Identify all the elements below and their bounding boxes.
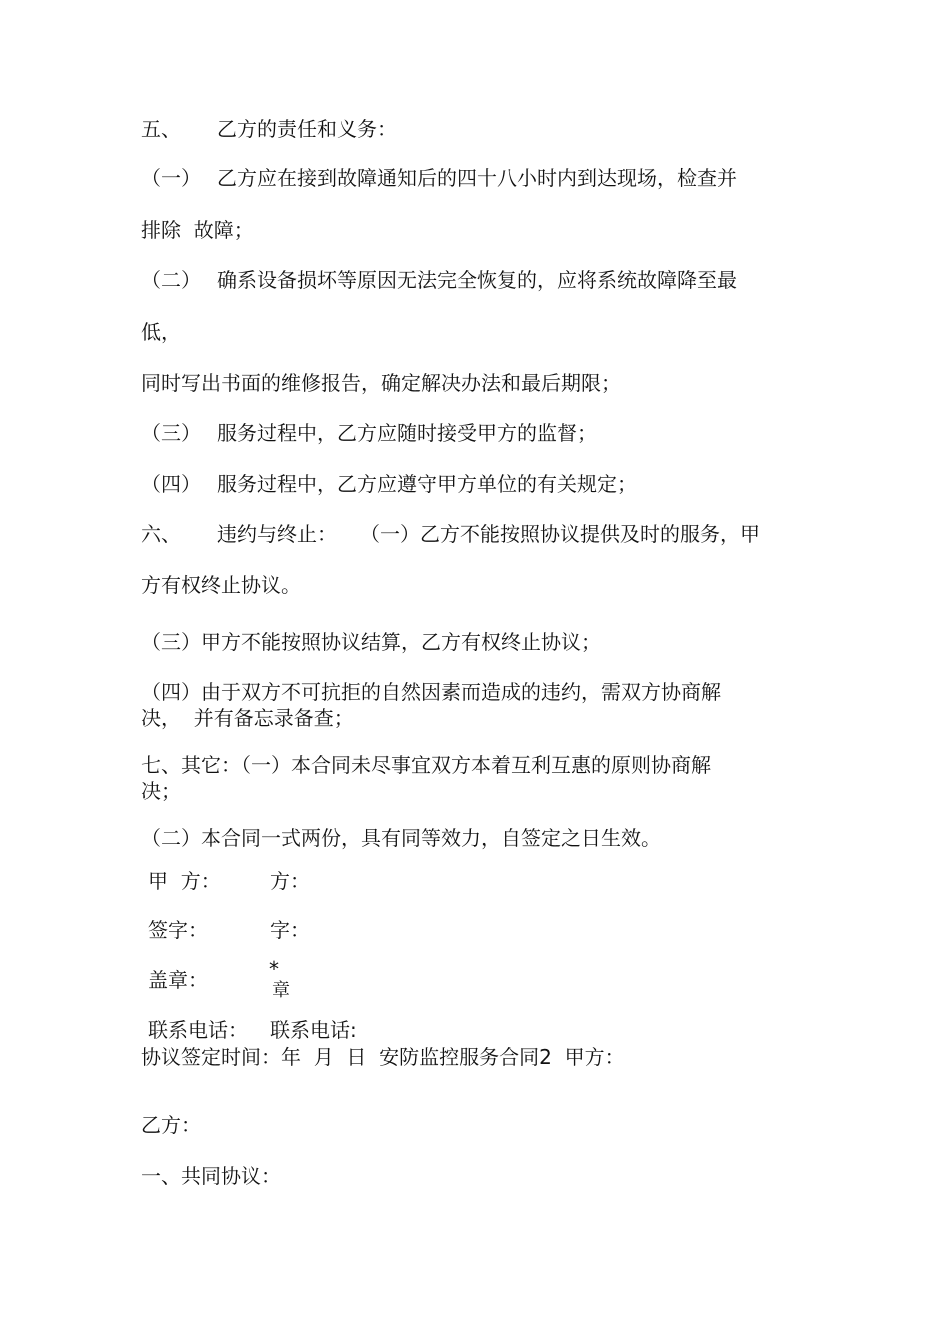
section5-item3-text: 服务过程中，乙方应随时接受甲方的监督； — [217, 421, 597, 445]
section5-item4-text: 服务过程中，乙方应遵守甲方单位的有关规定； — [217, 472, 637, 496]
section6-item3-text: （三）甲方不能按照协议结算，乙方有权终止协议； — [141, 630, 601, 654]
section5-item1-label: （一） — [141, 166, 201, 190]
seal-mark-clipped — [272, 980, 292, 1001]
section6-item1-continuation: 方有权终止协议。 — [141, 573, 301, 597]
seal-label: 盖章： — [148, 968, 208, 992]
section5-item1-text: 乙方应在接到故障通知后的四十八小时内到达现场，检查并 — [217, 166, 737, 190]
seal-mark-clipped-text: 章 — [272, 980, 290, 1001]
section5-item2-continuation: 低， — [141, 320, 181, 344]
section6-heading-number: 六、 — [141, 522, 181, 546]
section6-heading: 违约与终止： — [217, 522, 337, 546]
agreement-date-line: 协议签定时间：年 月 日 安防监控服务合同2 甲方： — [141, 1045, 625, 1069]
section5-item4-label: （四） — [141, 472, 201, 496]
section5-item1-continuation: 排除 故障； — [141, 218, 254, 242]
section1-heading: 一、共同协议： — [141, 1164, 281, 1188]
section5-item2-text: 确系设备损坏等原因无法完全恢复的，应将系统故障降至最 — [217, 268, 737, 292]
party-a-label: 甲 方： — [148, 869, 221, 893]
section5-item2-label: （二） — [141, 268, 201, 292]
section6-item1-text: （一）乙方不能按照协议提供及时的服务，甲 — [360, 522, 760, 546]
section5-heading: 乙方的责任和义务： — [217, 117, 397, 141]
section6-item4-text: （四）由于双方不可抗拒的自然因素而造成的违约，需双方协商解 — [141, 680, 721, 704]
section7-line2: （二）本合同一式两份，具有同等效力，自签定之日生效。 — [141, 826, 661, 850]
section5-item3-label: （三） — [141, 421, 201, 445]
party-b-label: 乙方： — [141, 1113, 201, 1137]
party-b-phone-label: 联系电话: — [270, 1018, 357, 1042]
signature-label-fragment: 字： — [270, 918, 310, 942]
section5-item2-continuation-2: 同时写出书面的维修报告，确定解决办法和最后期限； — [141, 371, 621, 395]
signature-label: 签字： — [148, 918, 208, 942]
section7-line1-continuation: 决； — [141, 779, 181, 803]
party-b-label-fragment: 方： — [270, 869, 310, 893]
seal-mark: * — [269, 957, 279, 981]
section6-item4-continuation: 决， 并有备忘录备查； — [141, 706, 354, 730]
party-a-phone-label: 联系电话： — [148, 1018, 248, 1042]
section7-line1: 七、其它：（一）本合同未尽事宜双方本着互利互惠的原则协商解 — [141, 753, 711, 777]
section5-heading-number: 五、 — [141, 117, 181, 141]
